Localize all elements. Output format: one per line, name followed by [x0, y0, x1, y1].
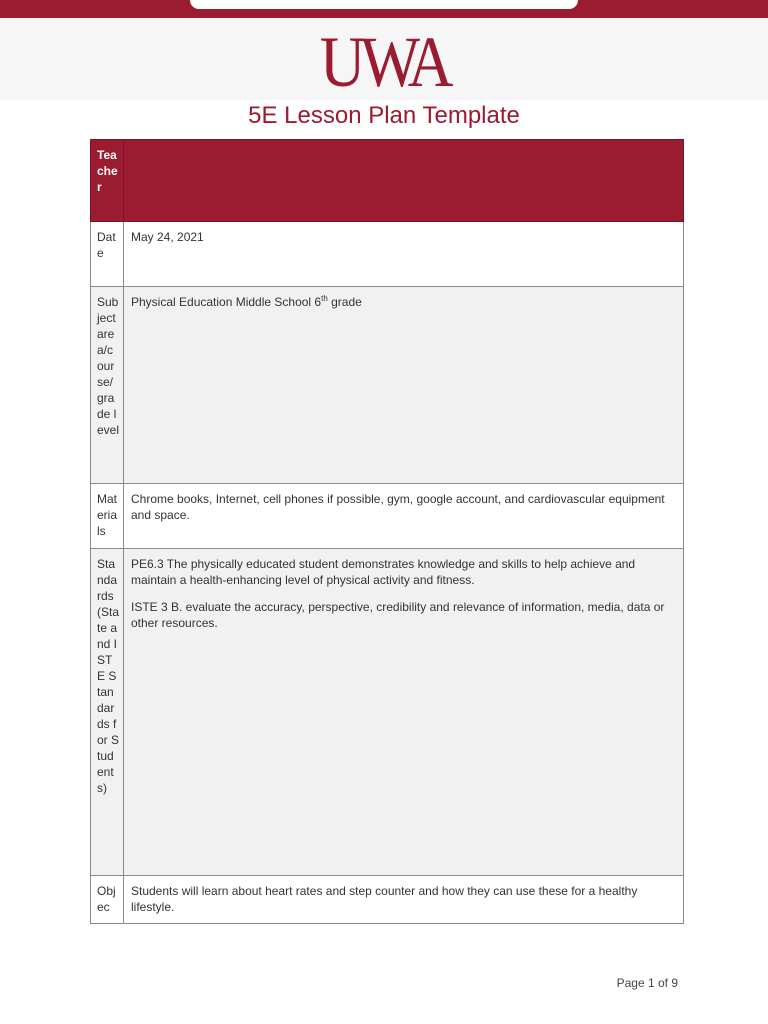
uwa-logo: UWA — [319, 22, 449, 102]
date-row — [91, 222, 684, 287]
subject-text: Physical Education Middle School 6 — [131, 295, 322, 309]
date-label: Date — [91, 222, 124, 287]
teacher-label: Teacher — [91, 140, 124, 222]
objectives-value[interactable]: Students will learn about heart rates and step counter and how they can use these for a healthy lifestyle. — [124, 876, 684, 924]
subject-row — [91, 287, 684, 484]
objectives-label: Objec — [91, 876, 124, 924]
materials-label: Materials — [91, 484, 124, 549]
standards-pe: PE6.3 The physically educated student demonstrates knowledge and skills to help achieve and maintain a health-enhancing level of physical activity and fitness. — [131, 557, 636, 587]
subject-label: Subject area/course/grade level — [91, 287, 124, 484]
teacher-value[interactable] — [124, 140, 684, 222]
header-notch — [190, 0, 578, 9]
standards-value[interactable] — [124, 549, 684, 876]
page-title: 5E Lesson Plan Template — [248, 102, 520, 129]
objectives-row — [91, 876, 684, 924]
teacher-row — [91, 140, 684, 222]
subject-ordinal: th — [321, 294, 328, 303]
page-number: Page 1 of 9 — [616, 976, 678, 990]
subject-grade: grade — [327, 295, 362, 309]
standards-iste: ISTE 3 B. evaluate the accuracy, perspective, credibility and relevance of information, media, data or other resources. — [131, 600, 665, 630]
lesson-plan-table — [90, 139, 684, 924]
subject-value[interactable] — [124, 287, 684, 484]
materials-value[interactable]: Chrome books, Internet, cell phones if possible, gym, google account, and cardiovascular equipment and space. — [124, 484, 684, 549]
materials-row — [91, 484, 684, 549]
standards-row — [91, 549, 684, 876]
date-value[interactable]: May 24, 2021 — [124, 222, 684, 287]
standards-label: Standards (State and ISTE Standards for Students) — [91, 549, 124, 876]
